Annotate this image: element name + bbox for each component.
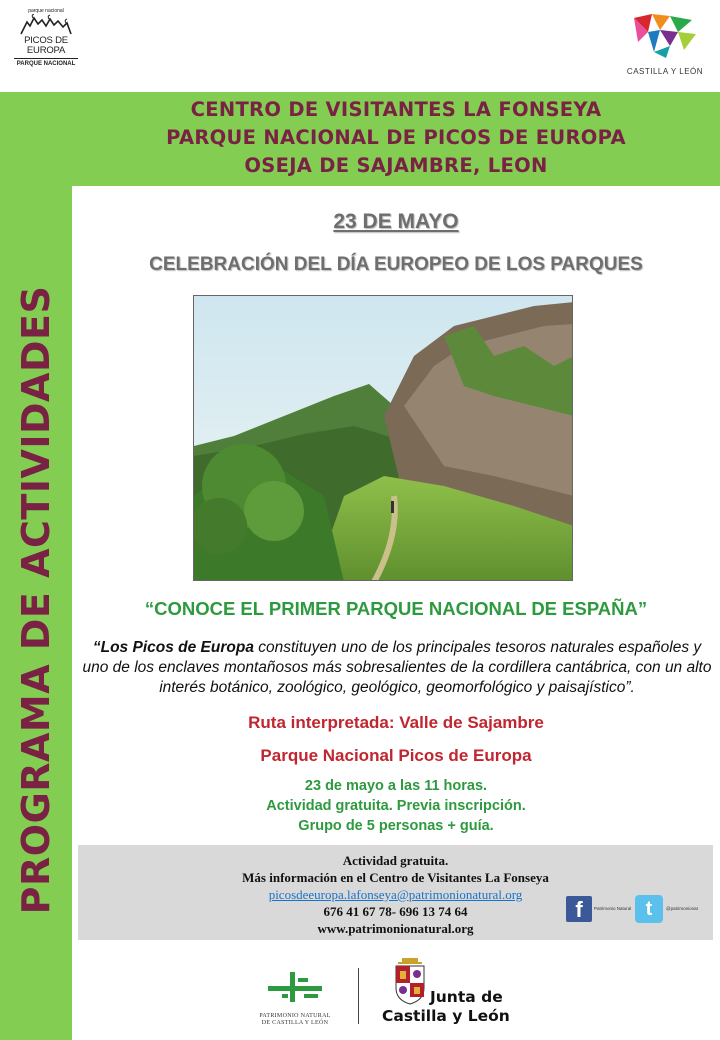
facebook-label: Patrimonio Natural bbox=[594, 906, 632, 911]
patrimonio-line-1: PATRIMONIO NATURAL bbox=[259, 1013, 331, 1019]
contact-phones: 676 41 67 78- 696 13 74 64 bbox=[323, 904, 468, 919]
detail-time: 23 de mayo a las 11 horas. bbox=[304, 778, 488, 794]
facebook-icon[interactable]: f bbox=[566, 896, 592, 922]
detail-group: Grupo de 5 personas + guía. bbox=[298, 818, 494, 834]
intro-paragraph bbox=[82, 638, 712, 698]
patrimonio-line-2: DE CASTILLA Y LEÓN bbox=[261, 1020, 329, 1026]
picos-logo-small-text: parque nacional bbox=[28, 8, 64, 14]
picos-logo-sub: PARQUE NACIONAL bbox=[14, 58, 78, 68]
contact-email-link[interactable]: picosdeeuropa.lafonseya@patrimonionatural.org bbox=[268, 887, 523, 902]
header-line-3: OSEJA DE SAJAMBRE, LEON bbox=[244, 154, 548, 177]
castilla-y-leon-logo bbox=[620, 12, 710, 82]
twitter-icon[interactable]: t bbox=[635, 895, 663, 923]
event-details bbox=[72, 776, 720, 836]
junta-line-2: Castilla y León bbox=[382, 1007, 510, 1025]
picos-de-europa-logo bbox=[14, 8, 78, 84]
footer-divider bbox=[358, 968, 359, 1024]
patrimonio-bird-icon bbox=[260, 968, 330, 1008]
mountain-goats-icon bbox=[19, 14, 73, 36]
event-date: 23 DE MAYO bbox=[333, 210, 459, 233]
picos-logo-name-2: EUROPA bbox=[26, 45, 66, 56]
info-line-1: Actividad gratuita. bbox=[342, 853, 449, 868]
header-line-1: CENTRO DE VISITANTES LA FONSEYA bbox=[190, 98, 602, 121]
cyl-geometric-icon bbox=[630, 12, 700, 60]
junta-line-1: Junta de bbox=[430, 988, 503, 1006]
header-line-2: PARQUE NACIONAL DE PICOS DE EUROPA bbox=[166, 126, 626, 149]
patrimonio-natural-logo bbox=[255, 968, 335, 1027]
intro-rest: constituyen uno de los principales tesoros naturales españoles y uno de los enclaves montañosos más sobresalientes de la cordillera cantábrica, con un alto interés botánico, zoológico, geológico, geomorfológico y paisajístico”. bbox=[82, 639, 712, 696]
route-subtitle: Parque Nacional Picos de Europa bbox=[260, 746, 532, 765]
website-link[interactable]: www.patrimonionatural.org bbox=[317, 921, 474, 936]
slogan-heading: “CONOCE EL PRIMER PARQUE NACIONAL DE ESPAÑA” bbox=[144, 598, 648, 619]
detail-free: Actividad gratuita. Previa inscripción. bbox=[266, 798, 526, 814]
info-line-2: Más información en el Centro de Visitantes La Fonseya bbox=[242, 870, 549, 885]
intro-lead: “Los Picos de Europa bbox=[92, 639, 254, 656]
header-title-block bbox=[72, 96, 720, 180]
info-text-block bbox=[78, 852, 713, 937]
sidebar-vertical-title: PROGRAMA DE ACTIVIDADES bbox=[14, 285, 58, 915]
route-title: Ruta interpretada: Valle de Sajambre bbox=[248, 713, 544, 732]
twitter-label: @patrimonionat bbox=[666, 906, 698, 911]
event-title: CELEBRACIÓN DEL DÍA EUROPEO DE LOS PARQUES bbox=[149, 254, 643, 275]
landscape-photo bbox=[193, 295, 573, 581]
mountain-valley-image bbox=[194, 296, 573, 581]
cyl-logo-text: CASTILLA Y LEÓN bbox=[626, 67, 704, 76]
picos-logo-name-1: PICOS DE bbox=[24, 35, 68, 46]
junta-logo-text bbox=[382, 988, 512, 1026]
